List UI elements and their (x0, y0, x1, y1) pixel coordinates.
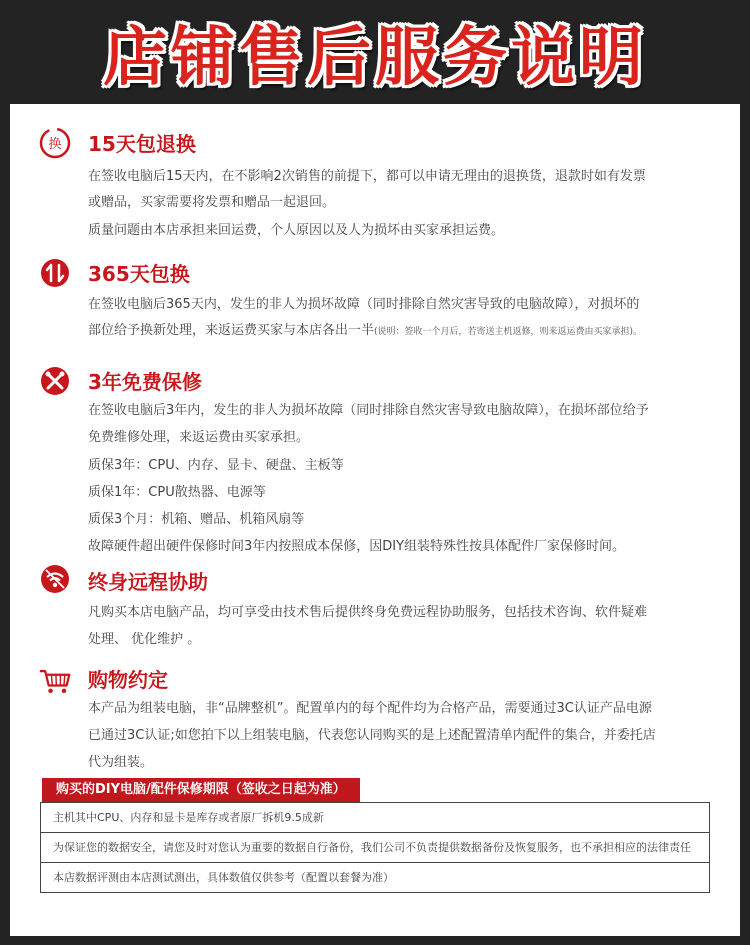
section-text: 已通过3C认证;如您拍下以上组装电脑，代表您认同购买的是上述配置清单内配件的集合，并委托店 (88, 728, 656, 743)
section-text: 本产品为组装电脑，非“品牌整机”。配置单内的每个配件均为合格产品，需要通过3C认证产品电源 (88, 701, 652, 716)
section-text: 或赠品，买家需要将发票和赠品一起退回。 (88, 195, 336, 210)
section-text: 处理、 优化维护 。 (88, 632, 201, 647)
section-text-main: 部位给予换新处理，来返运费买家与本店各出一半 (88, 323, 375, 338)
content-panel (10, 104, 740, 936)
section-note: (说明：签收一个月后，若寄送主机返修，则来返运费由买家承担)。 (374, 327, 643, 337)
section-title: 终身远程协助 (88, 570, 208, 594)
section-text: 质保1年：CPU散热器、电源等 (88, 485, 266, 500)
shopping-cart-icon (38, 664, 72, 698)
section-text: 代为组装。 (88, 755, 154, 770)
section-text: 免费维修处理，来返运费由买家承担。 (88, 430, 310, 445)
notes-table (40, 802, 710, 893)
section-title: 购物约定 (88, 668, 168, 692)
exchange-arrows-icon (38, 256, 72, 290)
section-text: 质量问题由本店承担来回运费，个人原因以及人为损坏由买家承担运费。 (88, 223, 505, 238)
section-text: 质保3个月：机箱、赠品、机箱风扇等 (88, 512, 305, 527)
bottom-border (0, 936, 750, 945)
section-title: 3年免费保修 (88, 370, 202, 394)
section-text: 质保3年：CPU、内存、显卡、硬盘、主板等 (88, 458, 344, 473)
return-stamp-icon (38, 126, 72, 160)
remote-wifi-icon (38, 562, 72, 596)
section-text: 凡购买本店电脑产品，均可享受由技术售后提供终身免费远程协助服务，包括技术咨询、软件疑难 (88, 605, 648, 620)
section-text: 在签收电脑后15天内，在不影响2次销售的前提下，都可以申请无理由的退换货，退款时如有发票 (88, 169, 646, 184)
section-text (88, 319, 718, 338)
section-title: 15天包退换 (88, 132, 196, 156)
section-text: 故障硬件超出硬件保修时间3年内按照成本保修，因DIY组装特殊性按具体配件厂家保修时间。 (88, 539, 626, 554)
table-row: 本店数据评测由本店测试测出，具体数值仅供参考（配置以套餐为准） (41, 863, 709, 893)
section-text: 在签收电脑后3年内，发生的非人为损坏故障（同时排除自然灾害导致电脑故障），在损坏部位给予 (88, 403, 649, 418)
table-row: 为保证您的数据安全，请您及时对您认为重要的数据自行备份，我们公司不负责提供数据备份及恢复服务，也不承担相应的法律责任 (41, 833, 709, 863)
svg-text:换: 换 (48, 137, 62, 152)
header-banner (0, 0, 750, 104)
table-row: 主机其中CPU、内存和显卡是库存或者原厂拆机9.5成新 (41, 803, 709, 833)
warranty-period-tag: 购买的DIY电脑/配件保修期限（签收之日起为准） (42, 778, 360, 802)
repair-tools-icon (38, 364, 72, 398)
section-text: 在签收电脑后365天内，发生的非人为损坏故障（同时排除自然灾害导致的电脑故障），对损坏的 (88, 297, 640, 312)
page-title: 店铺售后服务说明 (103, 21, 647, 95)
section-title: 365天包换 (88, 262, 190, 286)
